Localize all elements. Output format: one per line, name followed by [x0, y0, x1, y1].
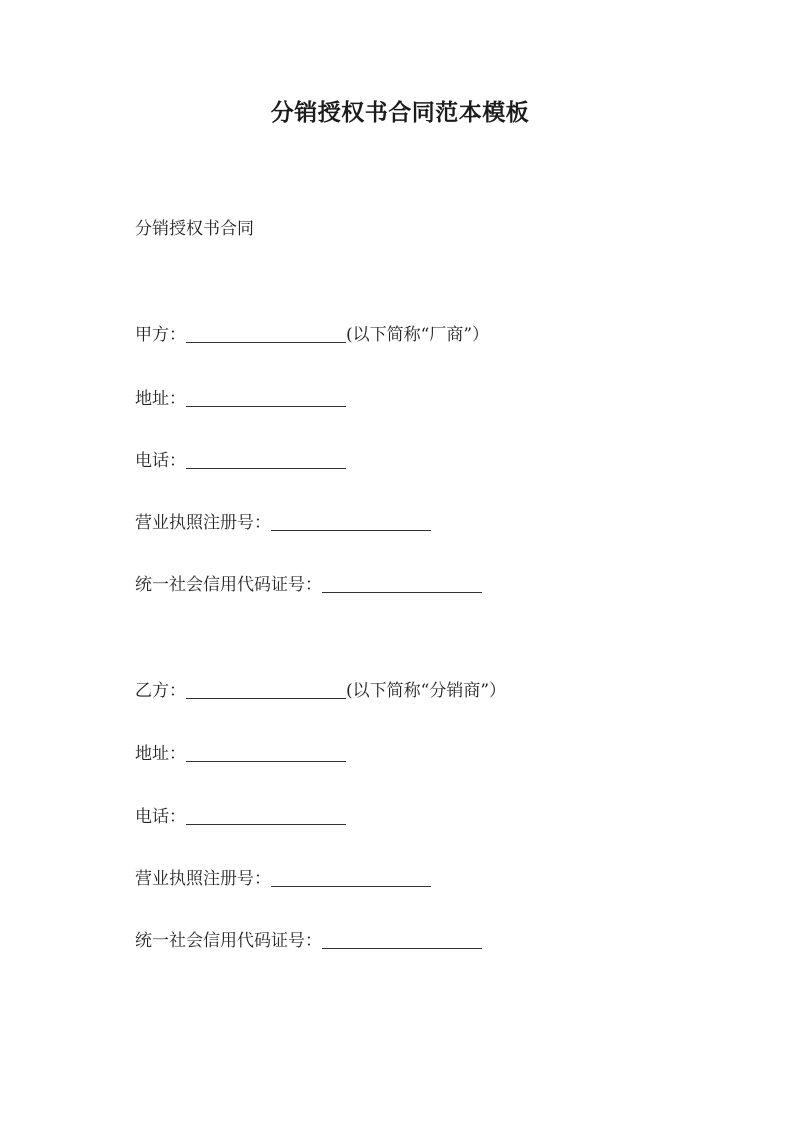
party-a-address-label: 地址： [135, 389, 186, 409]
party-a-address-blank[interactable] [186, 388, 346, 407]
party-a-name-blank[interactable] [186, 324, 346, 343]
document-subtitle: 分销授权书合同 [135, 219, 254, 239]
party-a-registration-line [135, 511, 431, 535]
party-a-credit-code-line [135, 573, 482, 597]
party-a-registration-blank[interactable] [271, 512, 431, 531]
party-b-name-blank[interactable] [186, 680, 346, 699]
party-a-credit-code-blank[interactable] [322, 574, 482, 593]
party-b-label: 乙方： [135, 681, 186, 701]
party-a-phone-label: 电话： [135, 451, 186, 471]
party-b-phone-blank[interactable] [186, 806, 346, 825]
party-a-credit-code-label: 统一社会信用代码证号： [135, 575, 322, 595]
document-title: 分销授权书合同范本模板 [270, 99, 530, 126]
party-b-note: (以下简称“分销商”） [346, 681, 507, 701]
party-a-address-line [135, 387, 346, 411]
party-b-registration-blank[interactable] [271, 868, 431, 887]
party-b-line [135, 679, 506, 703]
party-a-phone-blank[interactable] [186, 450, 346, 469]
party-b-phone-label: 电话： [135, 807, 186, 827]
party-b-registration-label: 营业执照注册号： [135, 869, 271, 889]
party-a-registration-label: 营业执照注册号： [135, 513, 271, 533]
party-b-credit-code-label: 统一社会信用代码证号： [135, 931, 322, 951]
party-a-label: 甲方： [135, 325, 186, 345]
party-b-credit-code-blank[interactable] [322, 930, 482, 949]
party-a-note: (以下简称“厂商”） [346, 325, 490, 345]
party-b-address-label: 地址： [135, 744, 186, 764]
party-b-registration-line [135, 867, 431, 891]
party-b-phone-line [135, 805, 346, 829]
party-a-phone-line [135, 449, 346, 473]
party-b-address-line [135, 742, 346, 766]
party-a-line [135, 323, 489, 347]
party-b-credit-code-line [135, 929, 482, 953]
party-b-address-blank[interactable] [186, 743, 346, 762]
